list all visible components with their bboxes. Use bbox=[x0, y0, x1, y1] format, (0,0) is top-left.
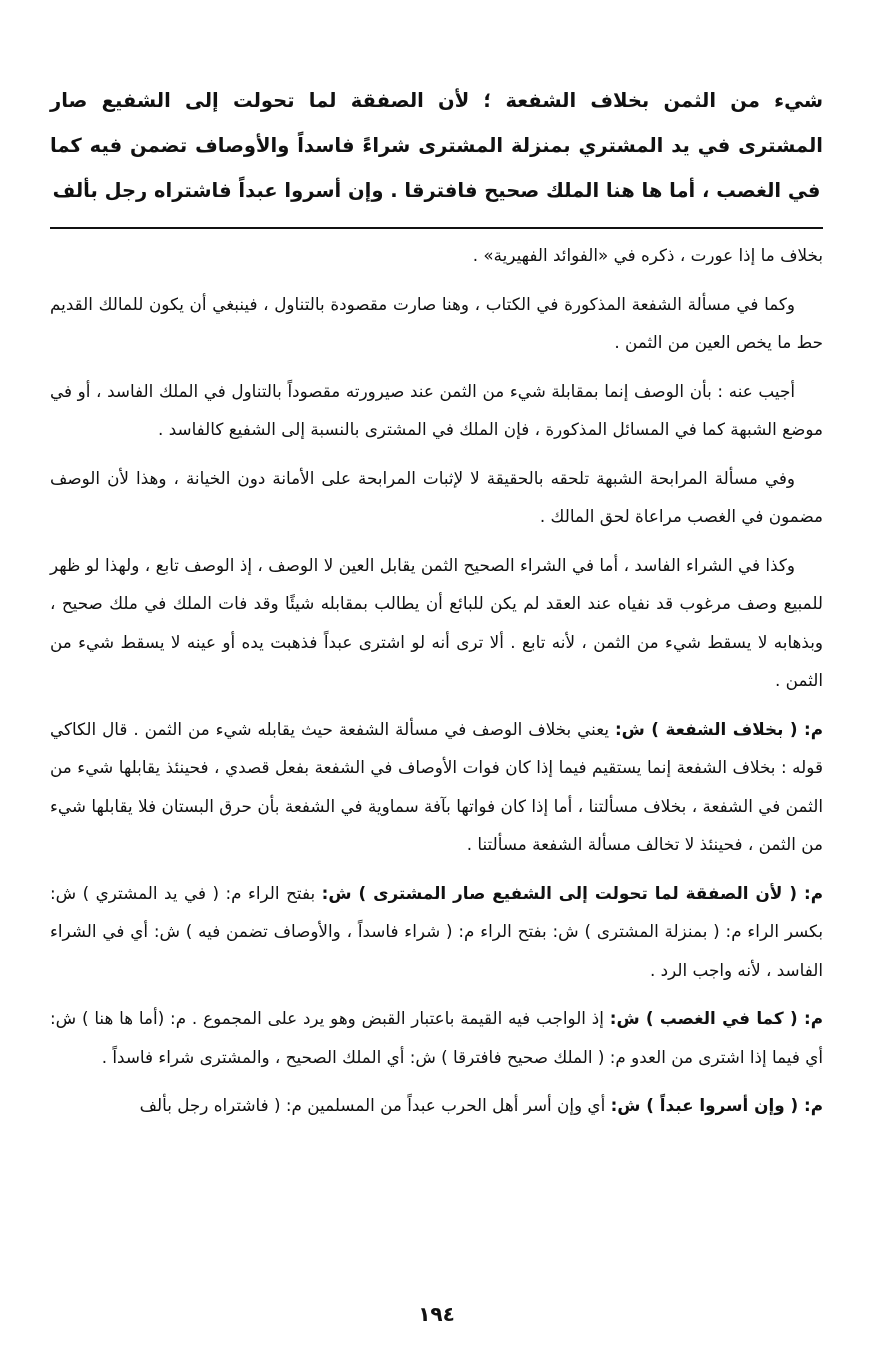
commentary-text: إذ الواجب فيه القيمة باعتبار القبض وهو يرد على المجموع . م: (أما ها هنا ) ش: أي فيما إذا اشترى من العدو م: ( الملك صحيح فافترقا ) ش: أي الملك الصحيح ، والمشترى شراء فاسداً . bbox=[50, 1008, 823, 1067]
note-paragraph: وكما في مسألة الشفعة المذكورة في الكتاب ، وهنا صارت مقصودة بالتناول ، فينبغي أن يكون للمالك القديم حط ما يخص العين من الثمن . bbox=[50, 293, 823, 352]
separator-rule bbox=[50, 227, 823, 229]
note-paragraph: بخلاف ما إذا عورت ، ذكره في «الفوائد الفهيرية» . bbox=[472, 245, 823, 265]
commentary-lead: م: ( بخلاف الشفعة ) ش: bbox=[614, 718, 824, 739]
main-text: شيء من الثمن بخلاف الشفعة ؛ لأن الصفقة لما تحولت إلى الشفيع صار المشترى في يد المشتري بمنزلة المشترى شراءً فاسداً والأوصاف تضمن فيه كما في الغصب ، أما ها هنا الملك صحيح فافترقا . وإن أسروا عبداً فاشتراه رجل بألف bbox=[50, 89, 823, 202]
page-number: ١٩٤ bbox=[418, 1302, 455, 1326]
commentary-paragraph bbox=[50, 710, 823, 864]
commentary-text: بفتح الراء م: ( في يد المشتري ) ش: بكسر الراء م: ( بمنزلة المشترى ) ش: بفتح الراء م: ( شراء فاسداً ، والأوصاف تضمن فيه ) ش: أي في الشراء الفاسد ، لأنه واجب الرد . bbox=[50, 882, 823, 980]
note-paragraph: وفي مسألة المرابحة الشبهة تلحقه بالحقيقة لا لإثبات المرابحة على الأمانة دون الخيانة ، وهذا لأن الوصف مضمون في الغصب مراعاة لحق المالك . bbox=[50, 467, 823, 526]
commentary-text: يعني بخلاف الوصف في مسألة الشفعة حيث يقابله شيء من الثمن . قال الكاكي قوله : بخلاف الشفعة إنما يستقيم فيما إذا كان فوات الأوصاف في الشفعة بفعل قصدي ، فحينئذ يقابلها شيء من الثمن في الشفعة ، بخلاف مسألتنا ، أما إذا كان فواتها بآفة سماوية في الشفعة بأن حرق البستان فلا يقابلها شيء من الثمن ، فحينئذ لا تخالف مسألة الشفعة مسألتنا . bbox=[50, 718, 823, 854]
note-paragraph: أجيب عنه : بأن الوصف إنما بمقابلة شيء من الثمن عند صيرورته مقصوداً بالتناول في الملك الفاسد ، أو في موضع الشبهة كما في المسائل المذكورة ، فإن الملك في المشترى بالنسبة إلى الشفيع كالفاسد . bbox=[50, 380, 823, 439]
commentary-paragraph bbox=[50, 1086, 823, 1125]
commentary-text: أي وإن أسر أهل الحرب عبداً من المسلمين م: ( فاشتراه رجل بألف bbox=[139, 1095, 611, 1115]
commentary-lead: م: ( وإن أسروا عبداً ) ش: bbox=[610, 1095, 823, 1115]
note-paragraph: وكذا في الشراء الفاسد ، أما في الشراء الصحيح الثمن يقابل العين لا الوصف ، إذ الوصف تابع ، ولهذا لو ظهر للمبيع وصف مرغوب قد نفياه عند العقد لم يكن للبائع أن يطالب بمقابله شيئًا وقد فات الملك في ملك صحيح ، وبذهابه لا يسقط شيء من الثمن ، لأنه تابع . ألا ترى أنه لو اشترى عبداً فذهبت يده أو عينه لا يسقط شيء من الثمن . bbox=[50, 554, 823, 690]
commentary-lead: م: ( لأن الصفقة لما تحولت إلى الشفيع صار المشترى ) ش: bbox=[321, 882, 824, 903]
commentary-section bbox=[50, 236, 823, 1135]
commentary-paragraph bbox=[50, 874, 823, 990]
commentary-paragraph bbox=[50, 999, 823, 1076]
commentary-lead: م: ( كما في الغصب ) ش: bbox=[609, 1008, 823, 1028]
